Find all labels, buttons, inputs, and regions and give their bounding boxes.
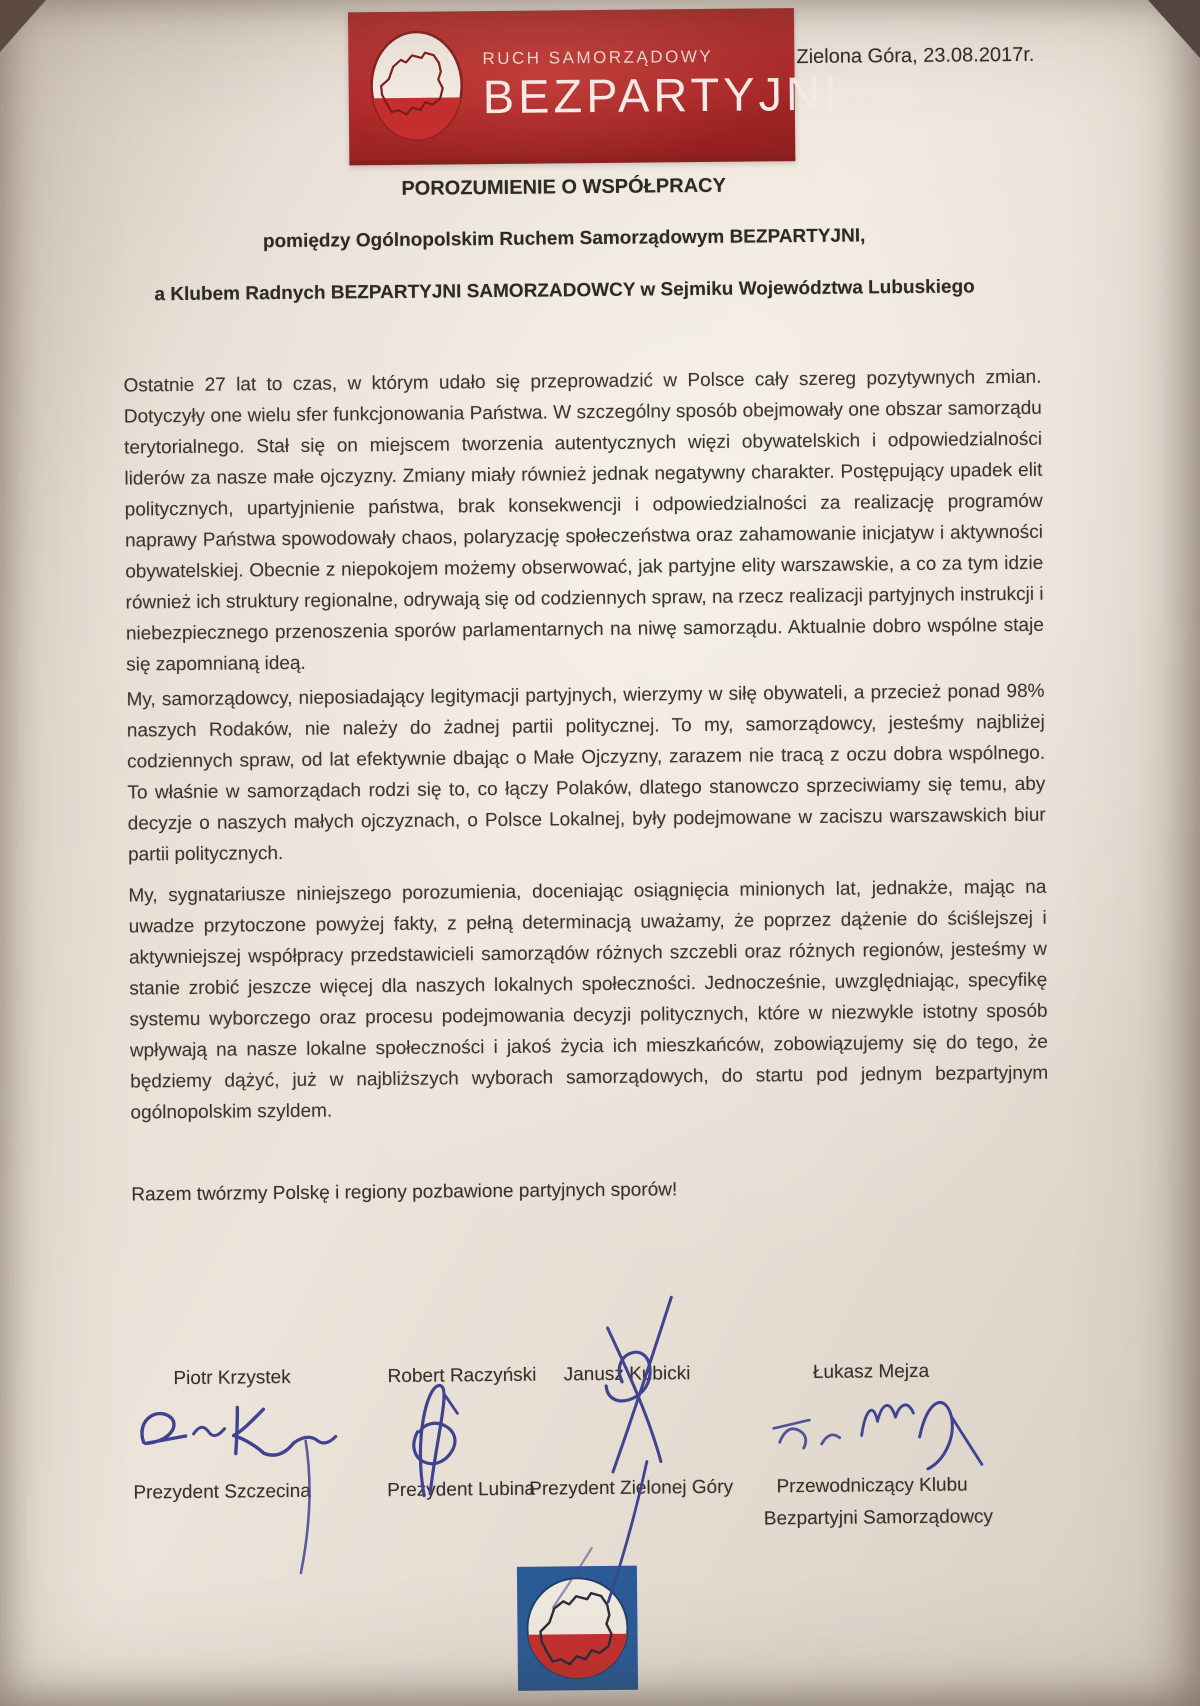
movement-name-main: BEZPARTYJNI [482, 66, 842, 124]
signatory-name-lukasz-mejza: Łukasz Mejza [812, 1360, 930, 1383]
signatory-title-janusz-kubicki: Prezydent Zielonej Góry [529, 1476, 734, 1500]
signatory-title2-lukasz-mejza: Bezpartyjni Samorządowcy [763, 1506, 994, 1530]
movement-logo-text [482, 46, 842, 124]
signature-robert-raczynski-image [383, 1369, 494, 1515]
signature-piotr-krzystek-image [133, 1394, 395, 1586]
movement-name-top: RUCH SAMORZĄDOWY [482, 46, 714, 69]
document-subtitle-party1: pomiędzy Ogólnopolskim Ruchem Samorządowym BEZPARTYJNI, [262, 225, 866, 253]
signature-lukasz-mejza-image [765, 1376, 986, 1488]
photo-corner-shadow-left [0, 0, 46, 52]
document-title: POROZUMIENIE O WSPÓŁPRACY [401, 174, 726, 200]
poland-map-logo-icon [364, 22, 469, 149]
body-paragraph-2: My, samorządowcy, nieposiadający legitymacji partyjnych, wierzymy w siłę obywateli, a przecież ponad 98% naszych Rodaków, nie należy do żadnej partii politycznej. To my, samorządowcy, jesteśmy najbliżej codziennych spraw, od lat efektywnie dbając o Małe Ojczyzny, zarazem nie tracą z oczu dobra wspólnego. To właśnie w samorządach rodzi się to, co łączy Polaków, dlatego stanowczo sprzeciwiamy się temu, aby decyzje o naszych małych ojczyznach, o Polsce Lokalnej, były podejmowane w zaciszu warszawskich biur partii politycznych. [126, 680, 1046, 866]
place-and-date: Zielona Góra, 23.08.2017r. [796, 43, 1035, 69]
signatory-name-janusz-kubicki: Janusz Kubicki [563, 1363, 691, 1386]
signatory-title-lukasz-mejza: Przewodniczący Klubu [776, 1474, 968, 1498]
document-subtitle-party2: a Klubem Radnych BEZPARTYJNI SAMORZADOWCY w Sejmiku Województwa Lubuskiego [154, 276, 975, 306]
photo-corner-shadow-right [1148, 0, 1200, 58]
movement-logo-banner [348, 8, 842, 165]
signatory-title-piotr-krzystek: Prezydent Szczecina [133, 1480, 311, 1504]
signatory-name-piotr-krzystek: Piotr Krzystek [173, 1366, 291, 1390]
signatory-title-robert-raczynski: Prezydent Lubina [387, 1478, 536, 1502]
body-paragraph-1: Ostatnie 27 lat to czas, w którym udało się przeprowadzić w Polsce cały szereg pozytywnych zmian. Dotyczyły one wielu sfer funkcjonowania Państwa. W szczególny sposób obejmowały one obszar samorządu terytorialnego. Stał się on miejscem tworzenia autentycznych więzi obywatelskich i odpowiedzialności liderów za nasze małe ojczyzny. Zmiany miały również jednak negatywny charakter. Postępujący upadek elit politycznych, upartyjnienie państwa, brak konsekwencji i odpowiedzialności za realizację programów naprawy Państwa spowodowały chaos, polaryzację społeczeństwa oraz zahamowanie inicjatyw i aktywności obywatelskiej. Obecnie z niepokojem możemy obserwować, jak partyjne elity warszawskie, a co za tym idzie również ich struktury regionalne, odrywają się od codziennych spraw, na rzecz realizacji partyjnych instrukcji i niebezpiecznego przenoszenia sporów parlamentarnych na niwę samorządu. Aktualnie dobro wspólne staje się zapomnianą ideą. [123, 366, 1044, 676]
signature-janusz-kubicki-image [549, 1289, 732, 1621]
body-paragraph-3: My, sygnatariusze niniejszego porozumienia, doceniając osiągnięcia minionych lat, jednakże, mając na uwadze przytoczone powyżej fakty, z pełną determinacją uważamy, że poprzez dążenie do ściślejszej i aktywniejszej współpracy przedstawicieli samorządów różnych szczebli oraz różnych regionów, jesteśmy w stanie zrobić jeszcze więcej dla naszych lokalnych społeczności. Jednocześnie, uwzględniając, specyfikę systemu wyborczego oraz procesu podejmowania decyzji politycznych, które w niezwykle istotny sposób wpływają na nasze lokalne społeczności i jakoś życia ich mieszkańców, zobowiązujemy się do tego, że będziemy dążyć, już w najbliższych wyborach samorządowych, do startu pod jednym bezpartyjnym ogólnopolskim szyldem. [128, 876, 1049, 1124]
signatory-name-robert-raczynski: Robert Raczyński [387, 1364, 537, 1388]
closing-slogan: Razem twórzmy Polskę i regiony pozbawione partyjnych sporów! [131, 1179, 678, 1206]
